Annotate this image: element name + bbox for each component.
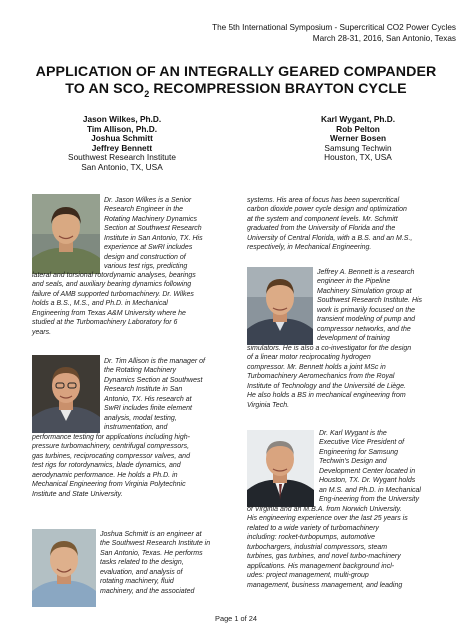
bio-line: Dr. Karl Wygant is the xyxy=(319,430,387,437)
author-affiliation: Southwest Research Institute xyxy=(68,152,176,163)
bio-line: udes: project management, multi-group xyxy=(247,572,369,580)
bio-line: Dr. Tim Allison is the manager of xyxy=(104,358,205,365)
bio-line: of Virginia and an M.B.A. from Norwich University. xyxy=(247,506,402,513)
bio-line: pressure turbomachinery, centrifugal compressors, xyxy=(32,443,190,451)
bio-line: systems. His area of focus has been supercritical xyxy=(247,197,400,204)
bio-line: instrumentation, and xyxy=(104,424,168,432)
bio-line: Institute and State University. xyxy=(32,490,123,498)
bio-line: at the system and component levels. Mr. Schmitt xyxy=(247,215,398,223)
bio-wygant-full xyxy=(247,505,449,590)
bio-line: Engineering from Texas A&M University where he xyxy=(32,309,186,317)
bio-line: related to a wide variety of turbomachinery xyxy=(247,524,379,532)
authors-samsung xyxy=(308,115,408,163)
bio-line: Dynamics Section at Southwest xyxy=(104,376,203,384)
bio-line: Machinery Simulation group at xyxy=(317,287,412,295)
portrait-photo-wygant xyxy=(247,430,314,507)
title-line-2 xyxy=(0,81,472,103)
bio-line: He also holds a BS in mechanical engineering from xyxy=(247,392,406,400)
bio-line: turbines, gas turbines, and novel turbo-machinery xyxy=(247,553,401,561)
author-name: Jeffrey Bennett xyxy=(91,142,153,153)
bio-line: Joshua Schmitt is an engineer at xyxy=(100,531,202,538)
conference-header xyxy=(212,22,456,44)
bio-line: the Southwest Research Institute in xyxy=(100,540,211,548)
bio-line: Institute in San Antonio, TX. His xyxy=(104,234,203,242)
bio-line: Executive Vice President of xyxy=(319,439,405,447)
bio-line: Engineering for Samsung xyxy=(319,448,398,456)
bio-line: simulators. He is also a co-investigator for the design xyxy=(247,345,412,352)
bio-line: San Antonio, Texas. He performs xyxy=(100,549,203,557)
bio-line: Research Institute in San xyxy=(104,386,183,394)
title-line-2-post: RECOMPRESSION BRAYTON CYCLE xyxy=(149,81,407,97)
bio-line: management, business management, and leading xyxy=(247,581,403,589)
bio-line: Research Engineer in the xyxy=(104,206,183,214)
bio-line: the Rotating Machinery xyxy=(104,367,176,375)
bio-line: Southwest Research Institute. His xyxy=(317,297,423,305)
bio-line: years. xyxy=(32,328,52,336)
title-line-1: APPLICATION OF AN INTEGRALLY GEARED COMPANDER xyxy=(35,64,437,80)
bio-line: Techwin's Design and xyxy=(319,458,387,466)
bio-line: engineer in the Pipeline xyxy=(317,278,391,286)
author-location: San Antonio, TX, USA xyxy=(81,161,163,172)
bio-line: and seals, and auxiliary bearing dynamics following xyxy=(32,281,192,289)
bio-line: Houston, TX. Dr. Wygant holds xyxy=(319,477,416,485)
bio-line: His engineering experience over the last 25 years is xyxy=(247,515,408,523)
page-number: Page 1 of 24 xyxy=(215,614,257,623)
bio-line: Turbomachinery Aeromechanics from the Royal xyxy=(247,373,395,381)
bio-allison-wrapped xyxy=(104,357,233,433)
bio-line: compressor networks, and the xyxy=(317,325,411,333)
bio-line: including: rocket-turbopumps, automotive xyxy=(247,534,376,542)
bio-line: rotating machinery, fluid xyxy=(100,578,174,586)
bio-line: an M.S. and Ph.D. in Mechanical xyxy=(319,486,421,494)
bio-line: Mechanical Engineering from Virginia Polytechnic xyxy=(32,481,186,489)
bio-line: evaluation, and analysis of xyxy=(100,568,183,576)
bio-line: carbon dioxide power cycle design and optimization xyxy=(247,206,407,214)
bio-line: applications. His management background incl- xyxy=(247,562,395,570)
bio-schmitt-wrapped xyxy=(100,530,233,596)
bio-line: Eng-ineering from the University xyxy=(319,496,419,504)
bio-line: respectively, in Mechanical Engineering. xyxy=(247,244,372,252)
portrait-photo-allison xyxy=(32,355,100,433)
author-name: Joshua Schmitt xyxy=(91,133,153,144)
bio-line: turbochargers, industrial compressors, steam xyxy=(247,543,388,551)
author-name: Tim Allison, Ph.D. xyxy=(86,123,158,134)
portrait-photo-bennett xyxy=(247,267,313,345)
conference-name: The 5th International Symposium - Supercritical CO2 Power Cycles xyxy=(212,23,456,32)
bio-schmitt-continued xyxy=(247,196,449,253)
bio-line: various test rigs, predicting xyxy=(104,263,188,271)
portrait-photo-wilkes xyxy=(32,194,100,274)
bio-wilkes-wrapped xyxy=(104,196,233,272)
bio-line: University of Central Florida, with a B.S. and an M.S., xyxy=(247,234,413,242)
portrait-photo-schmitt xyxy=(32,529,96,607)
bio-line: performance testing for applications including high- xyxy=(32,434,190,441)
bio-line: transient modeling of pump and xyxy=(317,316,416,324)
bio-allison-full xyxy=(32,433,233,499)
title-subscript: 2 xyxy=(144,88,150,99)
author-location: Houston, TX, USA xyxy=(324,152,392,163)
bio-line: lateral and torsional rotordynamic analyses, bearings xyxy=(32,272,196,279)
authors-swri xyxy=(66,115,178,173)
bio-line: studied at the Turbomachinery Laboratory for 6 xyxy=(32,319,178,327)
author-name: Karl Wygant, Ph.D. xyxy=(320,114,396,124)
bio-line: work is primarily focused on the xyxy=(317,306,416,314)
bio-line: experience at SwRI includes xyxy=(104,244,193,252)
bio-line: aerodynamic performance. He holds a Ph.D. in xyxy=(32,471,178,479)
conference-date-location: March 28-31, 2016, San Antonio, Texas xyxy=(312,34,456,43)
title-line-2-pre: TO AN SCO xyxy=(65,81,145,97)
bio-line: Jeffrey A. Bennett is a research xyxy=(317,269,415,276)
bio-line: compressor. Mr. Bennett holds a joint MSc in xyxy=(247,363,386,371)
bio-line: graduated from the University of Florida and the xyxy=(247,225,396,233)
bio-wygant-wrapped xyxy=(319,429,449,505)
bio-line: test rigs for rotordynamics, blade dynamics, and xyxy=(32,462,181,470)
bio-line: of a linear motor reciprocating hydrogen xyxy=(247,354,371,362)
paper-title xyxy=(0,64,472,103)
author-affiliation: Samsung Techwin xyxy=(324,142,392,153)
bio-line: development of training xyxy=(317,335,390,343)
author-name: Werner Bosen xyxy=(329,133,387,144)
bio-line: Section at Southwest Research xyxy=(104,225,202,233)
bio-line: Virginia Tech. xyxy=(247,401,290,409)
bio-line: SwRI includes finite element xyxy=(104,405,192,413)
bio-line: holds a B.S., M.S., and Ph.D. in Mechanical xyxy=(32,300,168,308)
bio-line: Development Center located in xyxy=(319,467,416,475)
bio-line: failure of AMB supported turbomachinery. Dr. Wilkes xyxy=(32,290,194,298)
bio-line: analysis, modal testing, xyxy=(104,414,177,422)
bio-line: gas turbines, reciprocating compressor valves, and xyxy=(32,452,190,460)
bio-line: design and construction of xyxy=(104,253,186,261)
bio-line: machinery, and the associated xyxy=(100,587,195,595)
bio-line: Antonio, TX. His research at xyxy=(104,395,192,403)
bio-bennett-wrapped xyxy=(317,268,449,344)
author-name: Rob Pelton xyxy=(336,123,380,134)
author-name: Jason Wilkes, Ph.D. xyxy=(82,114,162,124)
bio-wilkes-full xyxy=(32,271,233,337)
bio-line: Dr. Jason Wilkes is a Senior xyxy=(104,197,192,204)
bio-line: Rotating Machinery Dynamics xyxy=(104,215,197,223)
bio-line: tasks related to the design, xyxy=(100,559,184,567)
bio-line: Institute of Technology and the Université de Liège. xyxy=(247,382,406,390)
bio-bennett-full xyxy=(247,344,449,410)
